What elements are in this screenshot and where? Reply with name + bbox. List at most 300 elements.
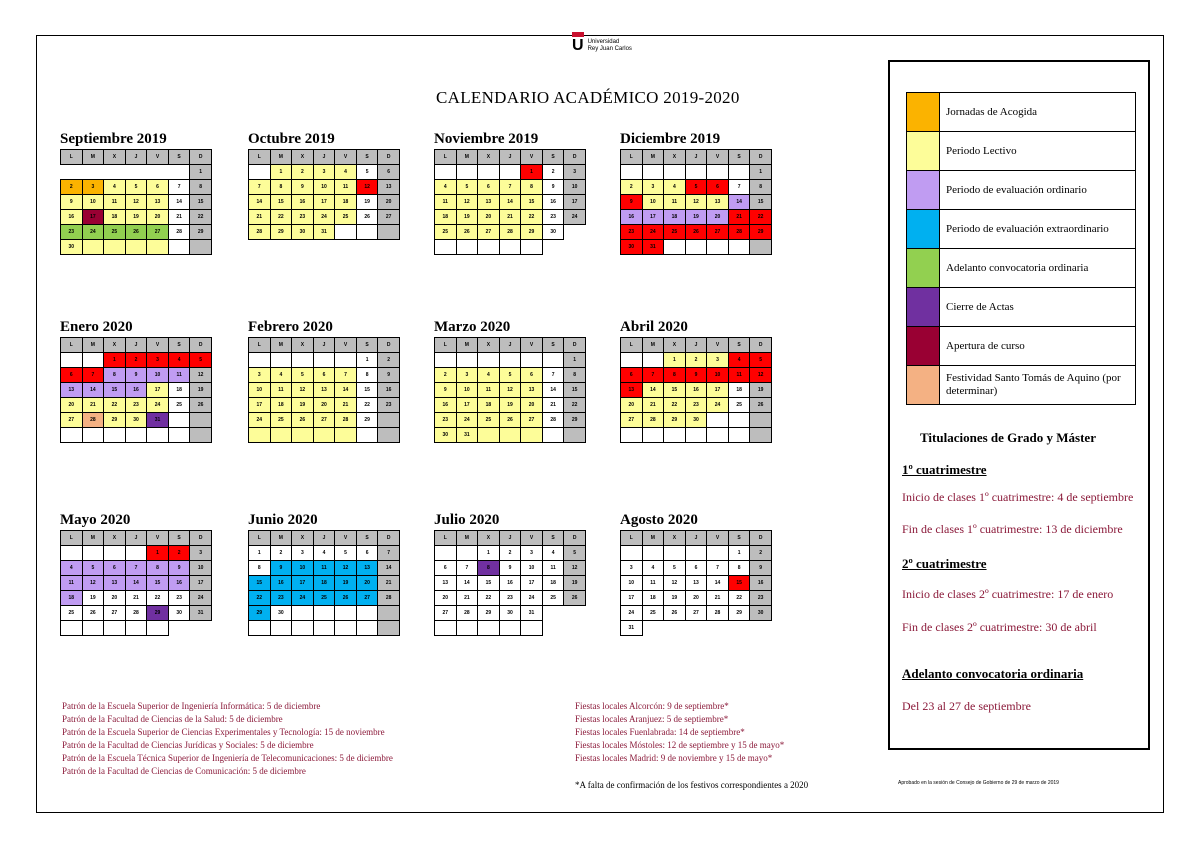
legend-label: Adelanto convocatoria ordinaria	[940, 249, 1136, 288]
logo-mark: U	[572, 38, 584, 54]
day-cell: 28	[728, 225, 750, 240]
day-cell: 5	[750, 353, 772, 368]
day-cell: 5	[499, 368, 521, 383]
day-cell	[378, 428, 400, 443]
weekday-header: J	[499, 150, 521, 165]
day-cell: 22	[478, 591, 500, 606]
day-cell	[125, 621, 147, 636]
day-cell	[750, 621, 772, 636]
month-table	[248, 337, 400, 443]
day-cell: 22	[356, 398, 378, 413]
weekday-header: S	[356, 150, 378, 165]
day-cell: 19	[664, 591, 686, 606]
month-calendar	[434, 513, 586, 636]
day-cell	[456, 165, 478, 180]
day-cell: 29	[190, 225, 212, 240]
day-cell	[147, 165, 169, 180]
day-cell: 27	[685, 606, 707, 621]
day-cell	[707, 428, 729, 443]
day-cell: 16	[621, 210, 643, 225]
day-cell: 2	[750, 546, 772, 561]
day-cell: 24	[707, 398, 729, 413]
weekday-header: S	[168, 531, 190, 546]
day-cell: 30	[750, 606, 772, 621]
day-cell	[378, 225, 400, 240]
day-cell	[707, 165, 729, 180]
cuatri2-fin: Fin de clases 2º cuatrimestre: 30 de abril	[902, 620, 1097, 634]
day-cell: 5	[125, 180, 147, 195]
legend-label: Periodo Lectivo	[940, 132, 1136, 171]
day-cell	[335, 225, 357, 240]
day-cell: 30	[292, 225, 314, 240]
day-cell: 22	[728, 591, 750, 606]
day-cell: 16	[435, 398, 457, 413]
legend-swatch	[907, 288, 940, 327]
day-cell	[147, 621, 169, 636]
page-title: CALENDARIO ACADÉMICO 2019-2020	[436, 88, 740, 107]
adelanto-text: Del 23 al 27 de septiembre	[902, 699, 1031, 713]
weekday-header: L	[621, 150, 643, 165]
weekday-header: M	[642, 338, 664, 353]
day-cell	[499, 165, 521, 180]
day-cell	[685, 240, 707, 255]
weekday-header: L	[621, 338, 643, 353]
day-cell: 25	[728, 398, 750, 413]
day-cell: 20	[521, 398, 543, 413]
day-cell	[168, 428, 190, 443]
day-cell: 11	[313, 561, 335, 576]
day-cell: 28	[335, 413, 357, 428]
day-cell	[642, 353, 664, 368]
weekday-header: M	[82, 150, 104, 165]
weekday-header: L	[435, 531, 457, 546]
day-cell: 8	[270, 180, 292, 195]
day-cell: 31	[521, 606, 543, 621]
day-cell: 14	[642, 383, 664, 398]
day-cell: 6	[707, 180, 729, 195]
day-cell: 30	[499, 606, 521, 621]
day-cell: 30	[435, 428, 457, 443]
day-cell	[61, 621, 83, 636]
day-cell	[61, 546, 83, 561]
day-cell	[707, 546, 729, 561]
day-cell: 17	[456, 398, 478, 413]
day-cell: 12	[125, 195, 147, 210]
day-cell	[728, 621, 750, 636]
day-cell: 6	[313, 368, 335, 383]
day-cell: 28	[125, 606, 147, 621]
day-cell	[190, 428, 212, 443]
day-cell: 5	[335, 546, 357, 561]
day-cell	[104, 546, 126, 561]
day-cell: 22	[270, 210, 292, 225]
day-cell: 13	[356, 561, 378, 576]
day-cell: 18	[664, 210, 686, 225]
day-cell	[335, 428, 357, 443]
day-cell: 13	[147, 195, 169, 210]
day-cell	[249, 165, 271, 180]
day-cell: 4	[664, 180, 686, 195]
day-cell: 1	[564, 353, 586, 368]
day-cell: 7	[707, 561, 729, 576]
legend-row	[907, 249, 1136, 288]
month-calendar	[620, 320, 772, 443]
day-cell: 11	[642, 576, 664, 591]
day-cell: 19	[292, 398, 314, 413]
day-cell: 5	[664, 561, 686, 576]
day-cell	[542, 606, 564, 621]
day-cell	[750, 413, 772, 428]
day-cell: 3	[621, 561, 643, 576]
day-cell: 10	[456, 383, 478, 398]
day-cell: 28	[642, 413, 664, 428]
weekday-header: X	[478, 531, 500, 546]
day-cell: 10	[707, 368, 729, 383]
day-cell: 26	[564, 591, 586, 606]
day-cell: 20	[685, 591, 707, 606]
day-cell: 15	[190, 195, 212, 210]
day-cell: 6	[478, 180, 500, 195]
day-cell: 22	[190, 210, 212, 225]
legend-label: Periodo de evaluación extraordinario	[940, 210, 1136, 249]
day-cell: 31	[621, 621, 643, 636]
legend-swatch	[907, 327, 940, 366]
month-name: Septiembre 2019	[60, 131, 167, 147]
day-cell	[104, 165, 126, 180]
day-cell	[313, 621, 335, 636]
day-cell	[270, 621, 292, 636]
day-cell	[168, 240, 190, 255]
day-cell: 28	[82, 413, 104, 428]
day-cell: 22	[664, 398, 686, 413]
day-cell: 12	[499, 383, 521, 398]
day-cell	[521, 353, 543, 368]
day-cell: 24	[147, 398, 169, 413]
weekday-header: V	[335, 150, 357, 165]
legend-panel	[888, 60, 1150, 750]
day-cell: 9	[621, 195, 643, 210]
day-cell: 5	[82, 561, 104, 576]
day-cell: 24	[190, 591, 212, 606]
weekday-header: L	[435, 338, 457, 353]
day-cell: 15	[147, 576, 169, 591]
day-cell: 26	[356, 210, 378, 225]
day-cell: 5	[292, 368, 314, 383]
weekday-header: V	[521, 531, 543, 546]
month-name: Enero 2020	[60, 319, 133, 335]
legend-label: Periodo de evaluación ordinario	[940, 171, 1136, 210]
day-cell	[707, 413, 729, 428]
legend-swatch	[907, 171, 940, 210]
day-cell: 15	[104, 383, 126, 398]
weekday-header: D	[750, 150, 772, 165]
day-cell: 21	[335, 398, 357, 413]
day-cell: 25	[478, 413, 500, 428]
month-calendar	[60, 320, 212, 443]
day-cell: 27	[435, 606, 457, 621]
day-cell: 28	[249, 225, 271, 240]
day-cell	[125, 240, 147, 255]
day-cell: 10	[564, 180, 586, 195]
day-cell: 21	[707, 591, 729, 606]
month-calendar	[60, 513, 212, 636]
weekday-header: J	[125, 150, 147, 165]
day-cell	[378, 413, 400, 428]
day-cell: 25	[313, 591, 335, 606]
weekday-header: D	[750, 531, 772, 546]
day-cell: 14	[168, 195, 190, 210]
day-cell: 27	[147, 225, 169, 240]
day-cell: 17	[564, 195, 586, 210]
day-cell: 1	[750, 165, 772, 180]
day-cell: 17	[521, 576, 543, 591]
day-cell: 3	[456, 368, 478, 383]
day-cell	[147, 240, 169, 255]
university-logo	[572, 38, 632, 54]
day-cell	[249, 428, 271, 443]
weekday-header: S	[542, 338, 564, 353]
legend-swatch	[907, 210, 940, 249]
day-cell: 24	[456, 413, 478, 428]
weekday-header: X	[478, 150, 500, 165]
day-cell: 1	[478, 546, 500, 561]
day-cell: 26	[499, 413, 521, 428]
day-cell: 4	[168, 353, 190, 368]
day-cell: 7	[82, 368, 104, 383]
day-cell: 26	[750, 398, 772, 413]
day-cell	[499, 621, 521, 636]
day-cell: 17	[313, 195, 335, 210]
day-cell: 8	[478, 561, 500, 576]
day-cell	[378, 621, 400, 636]
day-cell: 4	[61, 561, 83, 576]
day-cell	[564, 428, 586, 443]
note-line: Fiestas locales Alcorcón: 9 de septiembre*	[575, 701, 729, 711]
day-cell: 23	[378, 398, 400, 413]
day-cell	[564, 225, 586, 240]
day-cell: 28	[456, 606, 478, 621]
weekday-header: X	[664, 531, 686, 546]
day-cell	[642, 546, 664, 561]
day-cell: 8	[664, 368, 686, 383]
day-cell: 2	[378, 353, 400, 368]
logo-line-1: Universidad	[587, 39, 620, 45]
day-cell	[168, 165, 190, 180]
day-cell: 18	[435, 210, 457, 225]
day-cell: 9	[61, 195, 83, 210]
day-cell: 20	[147, 210, 169, 225]
day-cell: 15	[249, 576, 271, 591]
day-cell	[478, 621, 500, 636]
day-cell: 29	[104, 413, 126, 428]
day-cell: 24	[292, 591, 314, 606]
day-cell	[521, 621, 543, 636]
patron-notes	[62, 700, 393, 778]
day-cell: 29	[664, 413, 686, 428]
legend-row	[907, 366, 1136, 405]
month-name: Febrero 2020	[248, 319, 333, 335]
day-cell	[249, 621, 271, 636]
day-cell: 9	[435, 383, 457, 398]
day-cell: 31	[190, 606, 212, 621]
day-cell: 3	[292, 546, 314, 561]
day-cell: 14	[82, 383, 104, 398]
day-cell	[542, 428, 564, 443]
month-calendar	[620, 513, 772, 636]
day-cell	[82, 621, 104, 636]
day-cell: 12	[292, 383, 314, 398]
day-cell: 28	[707, 606, 729, 621]
weekday-header: V	[335, 338, 357, 353]
weekday-header: J	[313, 150, 335, 165]
day-cell: 1	[356, 353, 378, 368]
day-cell: 20	[356, 576, 378, 591]
day-cell: 1	[249, 546, 271, 561]
day-cell	[435, 165, 457, 180]
weekday-header: X	[664, 338, 686, 353]
day-cell: 11	[542, 561, 564, 576]
day-cell: 16	[542, 195, 564, 210]
day-cell: 23	[685, 398, 707, 413]
day-cell: 8	[147, 561, 169, 576]
day-cell: 6	[685, 561, 707, 576]
day-cell: 5	[356, 165, 378, 180]
day-cell: 31	[147, 413, 169, 428]
day-cell: 29	[147, 606, 169, 621]
weekday-header: D	[564, 531, 586, 546]
weekday-header: X	[292, 531, 314, 546]
day-cell: 13	[435, 576, 457, 591]
day-cell: 20	[435, 591, 457, 606]
day-cell: 30	[168, 606, 190, 621]
weekday-header: J	[125, 338, 147, 353]
day-cell	[82, 546, 104, 561]
day-cell: 21	[82, 398, 104, 413]
weekday-header: J	[685, 338, 707, 353]
day-cell: 15	[664, 383, 686, 398]
day-cell: 18	[270, 398, 292, 413]
weekday-header: L	[249, 531, 271, 546]
day-cell	[313, 606, 335, 621]
day-cell: 24	[82, 225, 104, 240]
month-name: Junio 2020	[248, 512, 318, 528]
day-cell	[125, 546, 147, 561]
day-cell: 1	[521, 165, 543, 180]
day-cell: 13	[313, 383, 335, 398]
day-cell: 22	[104, 398, 126, 413]
day-cell: 30	[621, 240, 643, 255]
day-cell: 31	[313, 225, 335, 240]
weekday-header: J	[125, 531, 147, 546]
day-cell: 27	[61, 413, 83, 428]
day-cell: 3	[521, 546, 543, 561]
day-cell: 27	[621, 413, 643, 428]
weekday-header: V	[147, 150, 169, 165]
day-cell: 5	[190, 353, 212, 368]
day-cell: 23	[168, 591, 190, 606]
day-cell: 23	[750, 591, 772, 606]
day-cell: 13	[707, 195, 729, 210]
month-table	[248, 530, 400, 636]
month-table	[620, 149, 772, 255]
day-cell	[750, 428, 772, 443]
day-cell: 13	[378, 180, 400, 195]
weekday-header: V	[521, 338, 543, 353]
day-cell: 6	[61, 368, 83, 383]
day-cell: 9	[292, 180, 314, 195]
day-cell: 12	[456, 195, 478, 210]
day-cell	[356, 225, 378, 240]
day-cell: 21	[378, 576, 400, 591]
day-cell: 3	[564, 165, 586, 180]
day-cell	[456, 240, 478, 255]
day-cell: 17	[642, 210, 664, 225]
day-cell: 24	[621, 606, 643, 621]
day-cell: 27	[356, 591, 378, 606]
legend-swatch	[907, 249, 940, 288]
day-cell: 21	[499, 210, 521, 225]
day-cell: 12	[564, 561, 586, 576]
legend-label: Festividad Santo Tomás de Aquino (por determinar)	[940, 366, 1136, 405]
day-cell	[621, 546, 643, 561]
day-cell: 23	[61, 225, 83, 240]
day-cell: 23	[125, 398, 147, 413]
day-cell: 11	[104, 195, 126, 210]
month-calendar	[60, 132, 212, 255]
day-cell: 28	[499, 225, 521, 240]
day-cell: 29	[249, 606, 271, 621]
day-cell: 17	[707, 383, 729, 398]
day-cell: 11	[168, 368, 190, 383]
day-cell: 14	[335, 383, 357, 398]
day-cell	[728, 165, 750, 180]
day-cell: 23	[542, 210, 564, 225]
day-cell: 2	[542, 165, 564, 180]
day-cell: 26	[292, 413, 314, 428]
day-cell: 27	[707, 225, 729, 240]
day-cell: 18	[168, 383, 190, 398]
day-cell	[542, 353, 564, 368]
month-table	[434, 149, 586, 255]
weekday-header: M	[456, 531, 478, 546]
day-cell	[478, 240, 500, 255]
fiestas-notes	[575, 700, 784, 765]
day-cell: 3	[642, 180, 664, 195]
day-cell: 13	[685, 576, 707, 591]
weekday-header: M	[270, 531, 292, 546]
day-cell: 7	[456, 561, 478, 576]
weekday-header: X	[292, 338, 314, 353]
day-cell: 9	[685, 368, 707, 383]
day-cell: 7	[642, 368, 664, 383]
weekday-header: M	[456, 338, 478, 353]
day-cell	[435, 621, 457, 636]
day-cell	[456, 546, 478, 561]
day-cell: 12	[685, 195, 707, 210]
weekday-header: J	[313, 338, 335, 353]
day-cell: 27	[313, 413, 335, 428]
day-cell	[313, 353, 335, 368]
day-cell: 19	[125, 210, 147, 225]
day-cell: 31	[456, 428, 478, 443]
day-cell: 6	[435, 561, 457, 576]
day-cell: 21	[728, 210, 750, 225]
day-cell: 1	[270, 165, 292, 180]
day-cell: 25	[542, 591, 564, 606]
weekday-header: D	[378, 338, 400, 353]
weekday-header: J	[685, 150, 707, 165]
day-cell	[335, 353, 357, 368]
